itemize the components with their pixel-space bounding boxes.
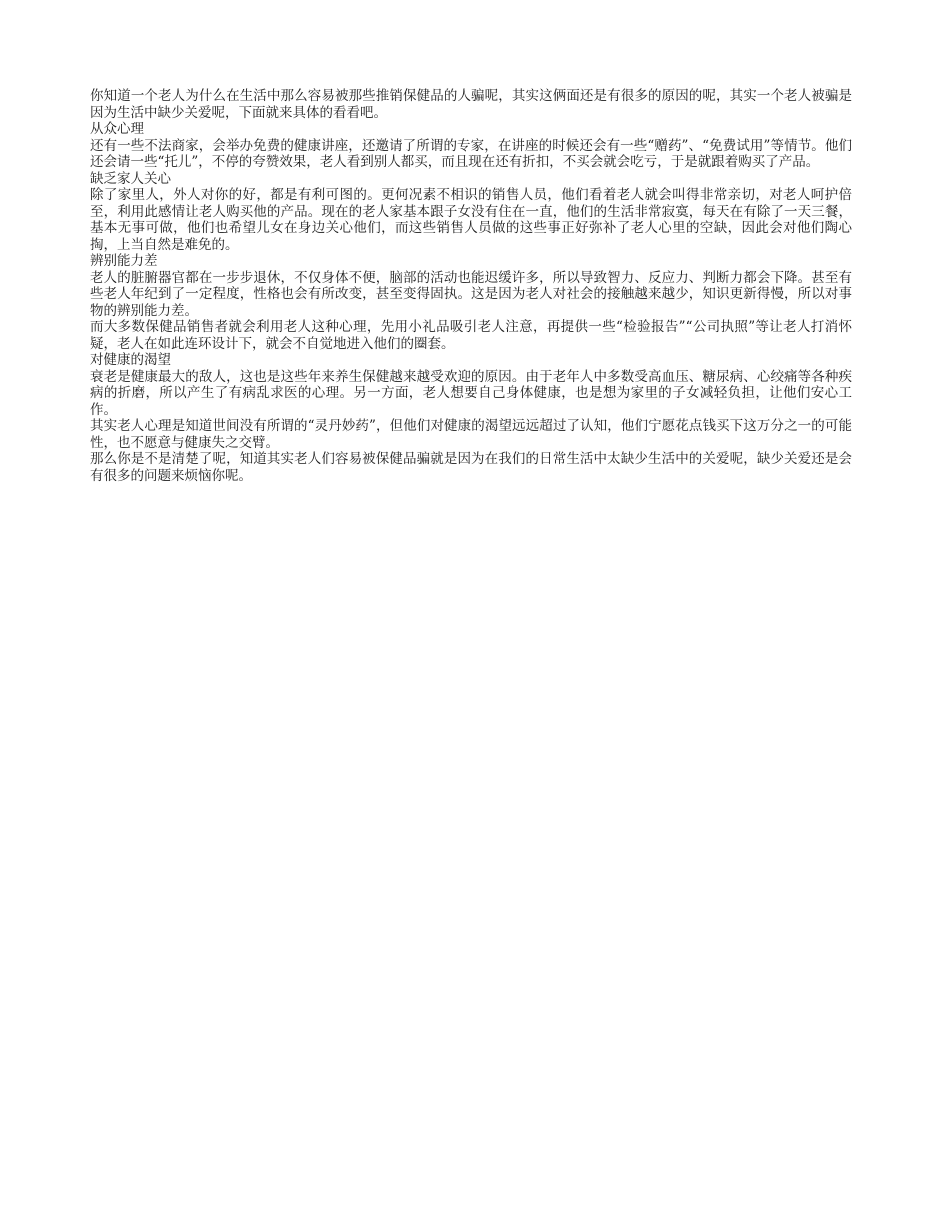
section-heading-lack-of-family-care: 缺乏家人关心 xyxy=(90,170,171,187)
intro-paragraph: 你知道一个老人为什么在生活中那么容易被那些推销保健品的人骗呢，其实这俩面还是有很多的原因的呢，其实一个老人被骗是因为生活中缺少关爱呢，下面就来具体的看看吧。 xyxy=(90,88,852,121)
section-paragraph: 除了家里人，外人对你的好，都是有利可图的。更何况素不相识的销售人员，他们看着老人就会叫得非常亲切，对老人呵护倍至，利用此感情让老人购买他的产品。现在的老人家基本跟子女没有住在一直，他们的生活非常寂寞，每天在有除了一天三餐，基本无事可做，他们也希望儿女在身边关心他们，而这些销售人员做的这些事正好弥补了老人心里的空缺，因此会对他们陶心掏，上当自然是难免的。 xyxy=(90,187,852,253)
section-paragraph: 衰老是健康最大的敌人，这也是这些年来养生保健越来越受欢迎的原因。由于老年人中多数受高血压、糖尿病、心绞痛等各种疾病的折磨，所以产生了有病乱求医的心理。另一方面，老人想要自己身体健康，也是想为家里的子女减轻负担，让他们安心工作。 xyxy=(90,368,852,418)
section-heading-desire-for-health: 对健康的渴望 xyxy=(90,352,171,368)
closing-paragraph: 那么你是不是清楚了呢，知道其实老人们容易被保健品骗就是因为在我们的日常生活中太缺少生活中的关爱呢，缺少关爱还是会有很多的问题来烦恼你呢。 xyxy=(90,451,852,484)
section-paragraph: 而大多数保健品销售者就会利用老人这种心理，先用小礼品吸引老人注意，再提供一些“检验报告”“公司执照”等让老人打消怀疑，老人在如此连环设计下，就会不自觉地进入他们的圈套。 xyxy=(90,319,852,352)
section-heading-conformity: 从众心理 xyxy=(90,121,144,137)
section-paragraph: 老人的脏腑器官都在一步步退休，不仅身体不便，脑部的活动也能迟缓许多，所以导致智力、反应力、判断力都会下降。甚至有些老人年纪到了一定程度，性格也会有所改变，甚至变得固执。这是因为老人对社会的接触越来越少，知识更新得慢，所以对事物的辨别能力差。 xyxy=(90,269,852,319)
section-paragraph: 还有一些不法商家，会举办免费的健康讲座，还邀请了所谓的专家，在讲座的时候还会有一些“赠药”、“免费试用”等情节。他们还会请一些“托儿”，不停的夸赞效果，老人看到别人都买，而且现在还有折扣，不买会就会吃亏，于是就跟着购买了产品。 xyxy=(90,137,852,170)
section-heading-poor-discernment: 辨别能力差 xyxy=(90,253,158,269)
section-paragraph: 其实老人心理是知道世间没有所谓的“灵丹妙药”，但他们对健康的渴望远远超过了认知，他们宁愿花点钱买下这万分之一的可能性，也不愿意与健康失之交臂。 xyxy=(90,418,852,451)
article-body xyxy=(90,88,852,484)
